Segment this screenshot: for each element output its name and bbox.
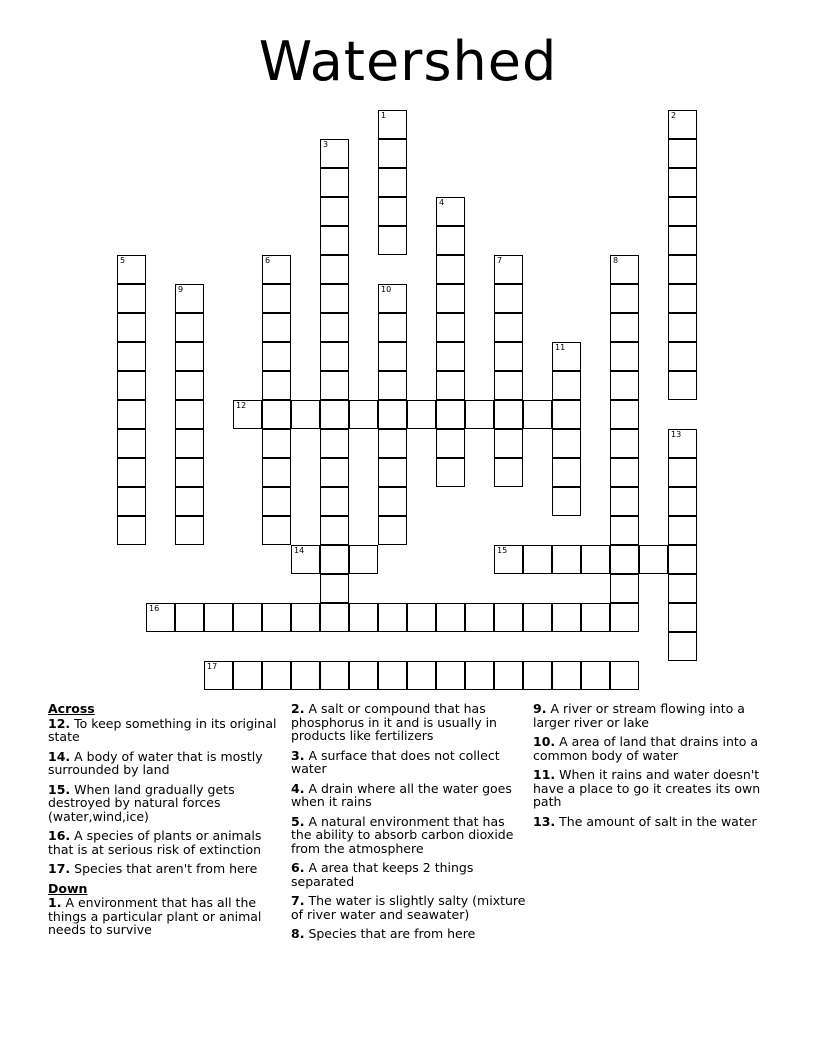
grid-cell[interactable] xyxy=(233,400,262,429)
grid-cell[interactable] xyxy=(436,284,465,313)
grid-cell[interactable] xyxy=(262,516,291,545)
grid-cell[interactable] xyxy=(320,400,349,429)
grid-cell[interactable] xyxy=(262,342,291,371)
grid-cell[interactable] xyxy=(552,342,581,371)
grid-cell[interactable] xyxy=(349,603,378,632)
grid-cell[interactable] xyxy=(552,603,581,632)
grid-cell[interactable] xyxy=(552,545,581,574)
grid-cell[interactable] xyxy=(378,197,407,226)
clue-down-5: 5. A natural environment that has the ability to absorb carbon dioxide from the atmosphere xyxy=(291,813,514,856)
grid-cell[interactable] xyxy=(262,661,291,690)
grid-cell[interactable] xyxy=(175,284,204,313)
grid-cell[interactable] xyxy=(552,487,581,516)
grid-cell[interactable] xyxy=(668,458,697,487)
clue-number-label: 13 xyxy=(671,430,682,439)
grid-cell[interactable] xyxy=(436,371,465,400)
grid-cell[interactable] xyxy=(610,545,639,574)
grid-cell[interactable] xyxy=(436,313,465,342)
clue-number-label: 16 xyxy=(149,604,160,613)
grid-cell[interactable] xyxy=(117,400,146,429)
grid-cell[interactable] xyxy=(668,516,697,545)
grid-cell[interactable] xyxy=(378,139,407,168)
grid-cell[interactable] xyxy=(117,255,146,284)
grid-cell[interactable] xyxy=(175,400,204,429)
grid-cell[interactable] xyxy=(523,603,552,632)
grid-cell[interactable] xyxy=(668,342,697,371)
across-heading: Across xyxy=(48,701,95,716)
grid-cell[interactable] xyxy=(407,400,436,429)
grid-cell[interactable] xyxy=(610,574,639,603)
grid-cell[interactable] xyxy=(552,661,581,690)
grid-cell[interactable] xyxy=(117,371,146,400)
grid-cell[interactable] xyxy=(320,139,349,168)
grid-cell[interactable] xyxy=(523,400,552,429)
grid-cell[interactable] xyxy=(233,603,262,632)
clue-down-4: 4. A drain where all the water goes when it rains xyxy=(291,780,512,809)
clues-column-2 xyxy=(291,702,527,947)
grid-cell[interactable] xyxy=(436,603,465,632)
clue-across-17: 17. Species that aren't from here xyxy=(48,861,258,876)
grid-cell[interactable] xyxy=(262,255,291,284)
grid-cell[interactable] xyxy=(668,487,697,516)
grid-cell[interactable] xyxy=(262,400,291,429)
grid-cell[interactable] xyxy=(320,197,349,226)
clue-across-14: 14. A body of water that is mostly surrounded by land xyxy=(48,748,263,777)
grid-cell[interactable] xyxy=(494,313,523,342)
grid-cell[interactable] xyxy=(378,487,407,516)
grid-cell[interactable] xyxy=(494,603,523,632)
grid-cell[interactable] xyxy=(494,255,523,284)
grid-cell[interactable] xyxy=(291,545,320,574)
grid-cell[interactable] xyxy=(175,516,204,545)
grid-cell[interactable] xyxy=(436,458,465,487)
grid-cell[interactable] xyxy=(117,284,146,313)
grid-cell[interactable] xyxy=(378,342,407,371)
grid-cell[interactable] xyxy=(320,168,349,197)
grid-cell[interactable] xyxy=(204,661,233,690)
clue-number-label: 5 xyxy=(120,256,126,265)
clue-number-label: 8 xyxy=(613,256,619,265)
clue-number-label: 1 xyxy=(381,111,387,120)
clue-across-16: 16. A species of plants or animals that is at serious risk of extinction xyxy=(48,828,262,857)
grid-cell[interactable] xyxy=(668,429,697,458)
grid-cell[interactable] xyxy=(436,429,465,458)
grid-cell[interactable] xyxy=(349,661,378,690)
grid-cell[interactable] xyxy=(320,371,349,400)
grid-cell[interactable] xyxy=(494,661,523,690)
grid-cell[interactable] xyxy=(668,255,697,284)
grid-cell[interactable] xyxy=(320,603,349,632)
grid-cell[interactable] xyxy=(436,255,465,284)
grid-cell[interactable] xyxy=(610,487,639,516)
grid-cell[interactable] xyxy=(117,313,146,342)
grid-cell[interactable] xyxy=(494,371,523,400)
grid-cell[interactable] xyxy=(465,661,494,690)
grid-cell[interactable] xyxy=(262,487,291,516)
grid-cell[interactable] xyxy=(117,342,146,371)
grid-cell[interactable] xyxy=(262,603,291,632)
grid-cell[interactable] xyxy=(436,226,465,255)
grid-cell[interactable] xyxy=(407,661,436,690)
grid-cell[interactable] xyxy=(668,139,697,168)
grid-cell[interactable] xyxy=(610,255,639,284)
grid-cell[interactable] xyxy=(320,284,349,313)
grid-cell[interactable] xyxy=(668,197,697,226)
grid-cell[interactable] xyxy=(610,284,639,313)
grid-cell[interactable] xyxy=(349,545,378,574)
grid-cell[interactable] xyxy=(610,371,639,400)
grid-cell[interactable] xyxy=(436,400,465,429)
grid-cell[interactable] xyxy=(668,226,697,255)
clue-across-15: 15. When land gradually gets destroyed by natural forces (water,wind,ice) xyxy=(48,781,235,824)
clue-across-12: 12. To keep something in its original state xyxy=(48,715,277,744)
grid-cell[interactable] xyxy=(610,458,639,487)
grid-cell[interactable] xyxy=(494,429,523,458)
grid-cell[interactable] xyxy=(117,487,146,516)
grid-cell[interactable] xyxy=(668,545,697,574)
grid-cell[interactable] xyxy=(233,661,262,690)
grid-cell[interactable] xyxy=(378,458,407,487)
clue-number-label: 14 xyxy=(294,546,305,555)
grid-cell[interactable] xyxy=(175,487,204,516)
clue-down-3: 3. A surface that does not collect water xyxy=(291,747,500,776)
grid-cell[interactable] xyxy=(494,458,523,487)
grid-cell[interactable] xyxy=(378,110,407,139)
clue-number-label: 15 xyxy=(497,546,508,555)
grid-cell[interactable] xyxy=(262,313,291,342)
clue-down-8: 8. Species that are from here xyxy=(291,926,476,941)
grid-cell[interactable] xyxy=(117,458,146,487)
grid-cell[interactable] xyxy=(610,603,639,632)
clue-number-label: 6 xyxy=(265,256,271,265)
clue-number-label: 11 xyxy=(555,343,566,352)
clue-down-13: 13. The amount of salt in the water xyxy=(533,813,757,829)
clue-number-label: 7 xyxy=(497,256,503,265)
grid-cell[interactable] xyxy=(494,284,523,313)
grid-cell[interactable] xyxy=(378,371,407,400)
clue-number-label: 2 xyxy=(671,111,677,120)
grid-cell[interactable] xyxy=(291,400,320,429)
grid-cell[interactable] xyxy=(378,516,407,545)
grid-cell[interactable] xyxy=(552,400,581,429)
grid-cell[interactable] xyxy=(320,226,349,255)
clue-down-1: 1. A environment that has all the things a particular plant or animal needs to survive xyxy=(48,895,262,937)
grid-cell[interactable] xyxy=(668,603,697,632)
clue-number-label: 3 xyxy=(323,140,329,149)
clue-number-label: 12 xyxy=(236,401,247,410)
grid-cell[interactable] xyxy=(465,603,494,632)
grid-cell[interactable] xyxy=(523,661,552,690)
grid-cell[interactable] xyxy=(436,197,465,226)
clue-down-10: 10. A area of land that drains into a common body of water xyxy=(533,734,759,763)
grid-cell[interactable] xyxy=(175,458,204,487)
grid-cell[interactable] xyxy=(494,342,523,371)
grid-cell[interactable] xyxy=(146,603,175,632)
grid-cell[interactable] xyxy=(378,168,407,197)
clue-down-9: 9. A river or stream flowing into a larger river or lake xyxy=(533,701,745,730)
clues-column-1 xyxy=(48,702,284,943)
grid-cell[interactable] xyxy=(494,545,523,574)
clue-down-6: 6. A area that keeps 2 things separated xyxy=(291,860,474,889)
grid-cell[interactable] xyxy=(378,429,407,458)
down-heading: Down xyxy=(48,880,88,896)
grid-cell[interactable] xyxy=(494,400,523,429)
grid-cell[interactable] xyxy=(668,371,697,400)
grid-cell[interactable] xyxy=(407,603,436,632)
grid-cell[interactable] xyxy=(262,284,291,313)
clue-number-label: 10 xyxy=(381,285,392,294)
grid-cell[interactable] xyxy=(436,342,465,371)
grid-cell[interactable] xyxy=(581,603,610,632)
grid-cell[interactable] xyxy=(175,313,204,342)
grid-cell[interactable] xyxy=(523,545,552,574)
clue-down-11: 11. When it rains and water doesn't have a place to go it creates its own path xyxy=(533,767,761,809)
grid-cell[interactable] xyxy=(320,313,349,342)
grid-cell[interactable] xyxy=(320,574,349,603)
grid-cell[interactable] xyxy=(378,661,407,690)
grid-cell[interactable] xyxy=(117,516,146,545)
clues-column-3 xyxy=(533,702,769,834)
grid-cell[interactable] xyxy=(175,342,204,371)
clue-number-label: 17 xyxy=(207,662,218,671)
grid-cell[interactable] xyxy=(668,632,697,661)
grid-cell[interactable] xyxy=(291,661,320,690)
grid-cell[interactable] xyxy=(349,400,378,429)
grid-cell[interactable] xyxy=(320,342,349,371)
grid-cell[interactable] xyxy=(610,400,639,429)
grid-cell[interactable] xyxy=(320,429,349,458)
grid-cell[interactable] xyxy=(668,313,697,342)
clue-number-label: 9 xyxy=(178,285,184,294)
grid-cell[interactable] xyxy=(668,110,697,139)
grid-cell[interactable] xyxy=(175,603,204,632)
grid-cell[interactable] xyxy=(610,313,639,342)
puzzle-title: Watershed xyxy=(258,30,558,93)
grid-cell[interactable] xyxy=(320,255,349,284)
grid-cell[interactable] xyxy=(552,429,581,458)
clue-down-2: 2. A salt or compound that has phosphorus in it and is usually in products like fertilizers xyxy=(291,701,497,743)
grid-cell[interactable] xyxy=(668,284,697,313)
grid-cell[interactable] xyxy=(465,400,494,429)
grid-cell[interactable] xyxy=(262,429,291,458)
grid-cell[interactable] xyxy=(552,371,581,400)
grid-cell[interactable] xyxy=(378,400,407,429)
grid-cell[interactable] xyxy=(610,429,639,458)
grid-cell[interactable] xyxy=(262,371,291,400)
grid-cell[interactable] xyxy=(204,603,233,632)
grid-cell[interactable] xyxy=(552,458,581,487)
grid-cell[interactable] xyxy=(378,603,407,632)
grid-cell[interactable] xyxy=(610,516,639,545)
grid-cell[interactable] xyxy=(175,429,204,458)
grid-cell[interactable] xyxy=(378,226,407,255)
grid-cell[interactable] xyxy=(320,487,349,516)
grid-cell[interactable] xyxy=(320,661,349,690)
grid-cell[interactable] xyxy=(262,458,291,487)
grid-cell[interactable] xyxy=(175,371,204,400)
grid-cell[interactable] xyxy=(610,342,639,371)
grid-cell[interactable] xyxy=(378,313,407,342)
clue-number-label: 4 xyxy=(439,198,445,207)
grid-cell[interactable] xyxy=(581,545,610,574)
grid-cell[interactable] xyxy=(610,661,639,690)
grid-cell[interactable] xyxy=(668,574,697,603)
grid-cell[interactable] xyxy=(117,429,146,458)
grid-cell[interactable] xyxy=(639,545,668,574)
grid-cell[interactable] xyxy=(581,661,610,690)
grid-cell[interactable] xyxy=(668,168,697,197)
grid-cell[interactable] xyxy=(436,661,465,690)
clue-down-7: 7. The water is slightly salty (mixture of river water and seawater) xyxy=(291,893,526,922)
grid-cell[interactable] xyxy=(320,545,349,574)
grid-cell[interactable] xyxy=(320,516,349,545)
grid-cell[interactable] xyxy=(320,458,349,487)
grid-cell[interactable] xyxy=(378,284,407,313)
grid-cell[interactable] xyxy=(291,603,320,632)
